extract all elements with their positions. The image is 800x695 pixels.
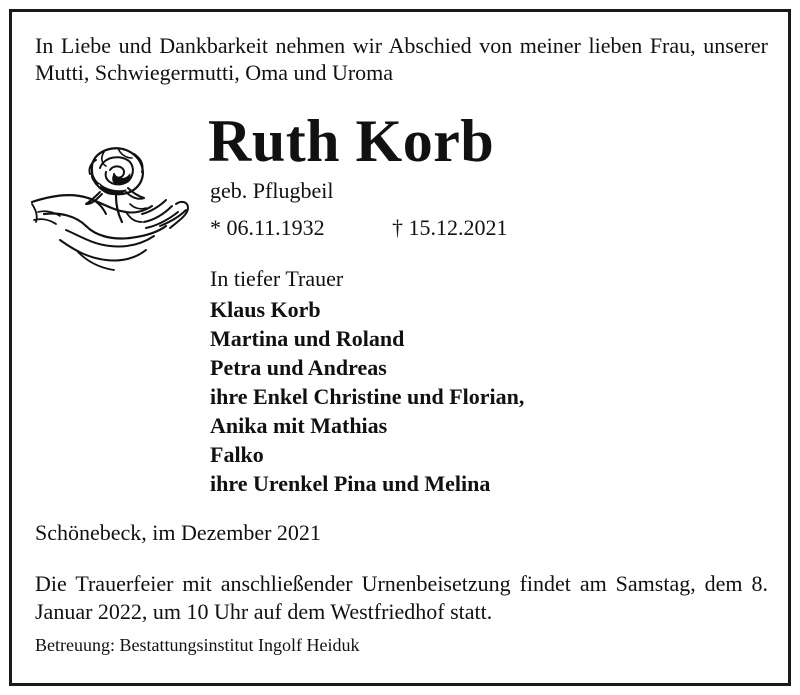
place-date: Schönebeck, im Dezember 2021 [35,520,321,545]
mourner-name: Falko [210,442,264,467]
intro-text: In Liebe und Dankbarkeit nehmen wir Abschied von meiner lieben Frau, unserer Mutti, Schwiegermutti, Oma und Uroma [35,33,768,85]
mourner-name: Petra und Andreas [210,355,387,380]
mourner-name: Klaus Korb [210,297,321,322]
birth-name: geb. Pflugbeil [210,178,334,203]
funeral-home-credit: Betreuung: Bestattungsinstitut Ingolf Heiduk [35,635,360,655]
mourners-list [210,295,524,498]
mourner-name: ihre Urenkel Pina und Melina [210,471,491,496]
hands-holding-rose-icon [30,140,195,275]
mourner-name: ihre Enkel Christine und Florian, [210,384,525,409]
birth-date: * 06.11.1932 [210,215,325,240]
mourning-label: In tiefer Trauer [210,266,344,291]
mourner-name: Martina und Roland [210,326,405,351]
funeral-service-info: Die Trauerfeier mit anschließender Urnenbeisetzung findet am Samstag, dem 8. Januar 2022, um 10 Uhr auf dem Westfriedhof statt. [35,571,768,624]
death-date: † 15.12.2021 [392,215,508,240]
mourner-name: Anika mit Mathias [210,413,388,438]
deceased-name: Ruth Korb [208,108,495,174]
